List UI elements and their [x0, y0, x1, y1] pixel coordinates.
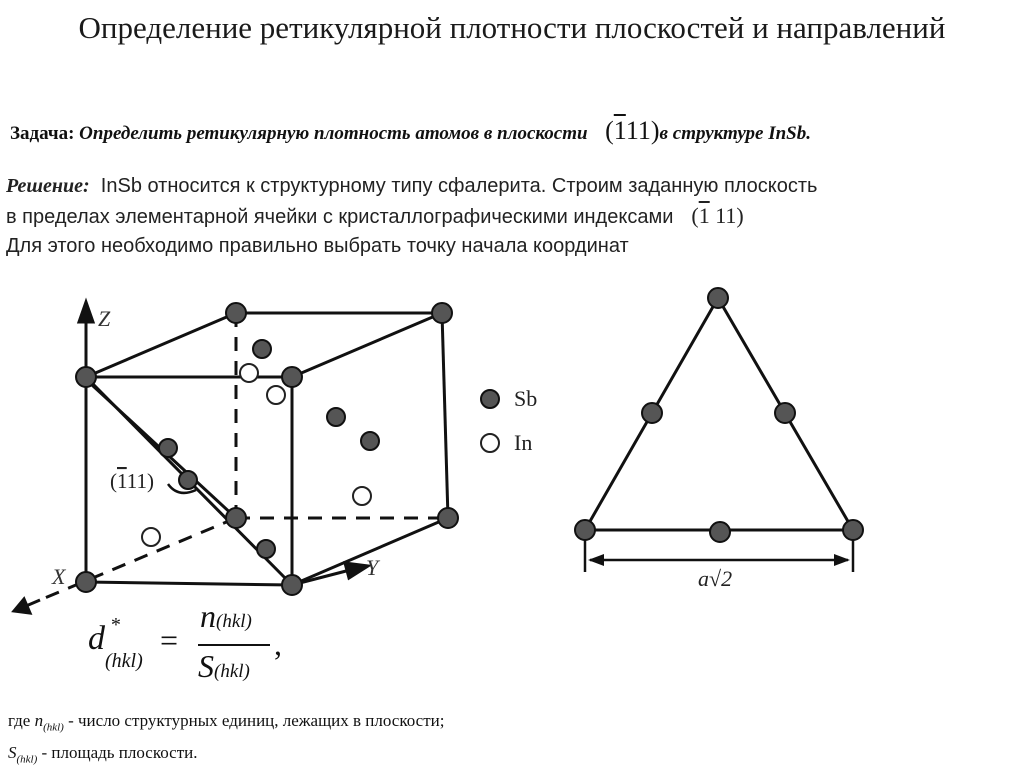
legend-in-label: In	[514, 430, 533, 455]
fraction-line	[198, 644, 270, 646]
sb-atom	[710, 522, 730, 542]
solution-plane-index: (1 11)	[691, 203, 744, 228]
sb-atom	[159, 439, 177, 457]
sb-atom	[642, 403, 662, 423]
task-statement	[10, 116, 1020, 146]
solution-block	[6, 172, 1016, 261]
solution-label: Решение:	[6, 175, 90, 197]
triangle-edges	[585, 298, 853, 530]
sb-atom	[282, 575, 302, 595]
in-atom	[142, 528, 160, 546]
sb-atoms	[76, 303, 458, 595]
task-suffix: в структуре InSb.	[659, 123, 811, 144]
plane-triangle-diagram	[560, 280, 880, 600]
in-atom	[353, 487, 371, 505]
sb-atom	[226, 303, 246, 323]
sb-atom	[708, 288, 728, 308]
formula-comma: ,	[274, 626, 282, 662]
legend-in-symbol	[481, 434, 499, 452]
in-atom	[240, 364, 258, 382]
sb-atom	[76, 367, 96, 387]
note-line-2: $S_{(hkl)}$ - площадь плоскости.	[8, 743, 198, 766]
sb-atom	[327, 408, 345, 426]
dimension-arrow-left	[588, 554, 604, 566]
sb-atom	[843, 520, 863, 540]
sb-atom	[253, 340, 271, 358]
axis-y-label: Y	[366, 555, 379, 580]
page-title: Определение ретикулярной плотности плоскостей и направлений	[78, 10, 946, 45]
density-formula	[88, 598, 308, 698]
sb-atom	[361, 432, 379, 450]
legend-sb-label: Sb	[514, 386, 538, 411]
formula-notes	[8, 708, 708, 773]
sb-atom	[575, 520, 595, 540]
solution-line-2: в пределах элементарной ячейки с кристаллографическими индексами (1 11)	[6, 203, 744, 228]
solution-line-3: Для этого необходимо правильно выбрать точку начала координат	[6, 235, 629, 257]
sb-atom	[257, 540, 275, 558]
sb-atom	[775, 403, 795, 423]
in-atom	[267, 386, 285, 404]
dimension-arrow-right	[834, 554, 850, 566]
formula-numerator: n(hkl)	[200, 598, 252, 634]
legend-sb-symbol	[481, 390, 499, 408]
solution-line-1: Решение: InSb относится к структурному типу сфалерита. Строим заданную плоскость	[6, 175, 818, 197]
unit-cell-diagram	[0, 280, 560, 620]
task-text: Определить ретикулярную плотность атомов в плоскости	[79, 123, 588, 144]
formula-denominator: S(hkl)	[198, 648, 250, 684]
sb-atom	[76, 572, 96, 592]
legend	[481, 386, 537, 455]
plane-label: (111)	[110, 469, 154, 493]
task-plane-index: (111)	[605, 116, 660, 145]
sb-atom	[438, 508, 458, 528]
axis-x-label: X	[52, 564, 66, 589]
axes	[14, 302, 368, 613]
formula-equals: =	[160, 622, 179, 658]
task-label: Задача:	[10, 123, 75, 144]
sb-atom	[282, 367, 302, 387]
hidden-edges	[40, 313, 448, 600]
sb-atom	[432, 303, 452, 323]
formula-lhs: d * $_{(hkl)}$	[88, 614, 143, 672]
triangle-atoms	[575, 288, 863, 542]
axis-z-label: Z	[98, 306, 111, 331]
sb-atom	[179, 471, 197, 489]
sb-atom	[226, 508, 246, 528]
note-line-1: где $n_{(hkl)}$ - число структурных единиц, лежащих в плоскости;	[8, 711, 445, 734]
triangle-dimension-label: a√2	[698, 566, 733, 591]
